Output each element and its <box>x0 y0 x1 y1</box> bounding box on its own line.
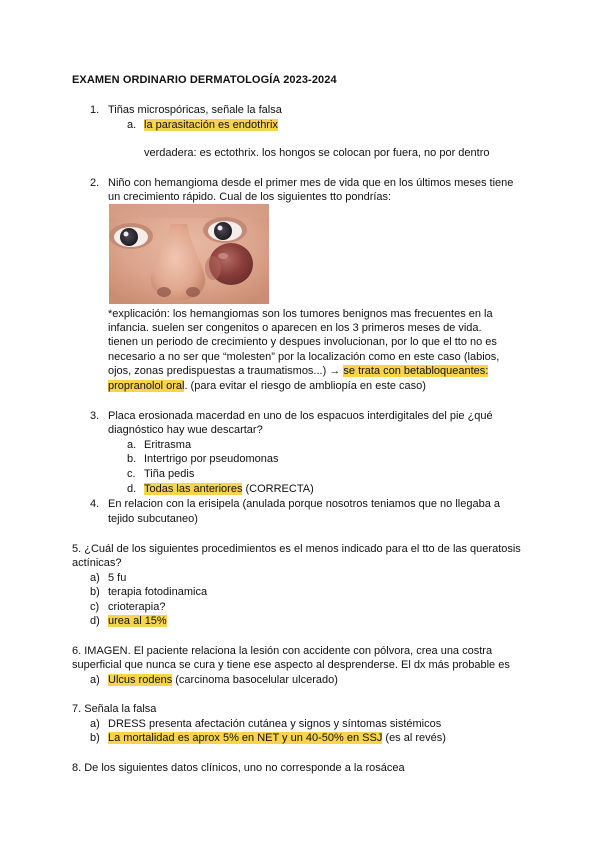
q7-option-b-highlight: La mortalidad es aprox 5% en NET y un 40-50% en SSJ <box>108 732 383 744</box>
q3-option-b-letter: b. <box>127 453 137 465</box>
q6-line-1: 6. IMAGEN. El paciente relaciona la lesión con accidente con pólvora, crea una costra <box>72 645 493 657</box>
q5-option-b-letter: b) <box>90 586 100 598</box>
q5-option-d-letter: d) <box>90 615 100 627</box>
q5-option-a: 5 fu <box>108 572 127 584</box>
q3-option-a: Eritrasma <box>144 439 192 451</box>
q2-explanation-3: tienen un periodo de crecimiento y despues involucionan, por lo que el tto no es <box>108 336 497 348</box>
q3-option-d-letter: d. <box>127 483 137 495</box>
q1-option-a-letter: a. <box>127 119 137 131</box>
q8-line-1: 8. De los siguientes datos clínicos, uno no corresponde a la rosácea <box>72 762 405 774</box>
q2-line-1: Niño con hemangioma desde el primer mes de vida que en los últimos meses tiene <box>108 177 514 189</box>
q4-line-1: En relacion con la erisipela (anulada porque nosotros teniamos que no llegaba a <box>108 498 500 510</box>
q7-option-b-detail: (es al revés) <box>382 732 446 744</box>
q3-option-c: Tiña pedis <box>144 468 195 480</box>
q6-option-a-letter: a) <box>90 674 100 686</box>
q5-option-c-letter: c) <box>90 601 100 613</box>
q5-option-b: terapia fotodinamica <box>108 586 208 598</box>
q1-note: verdadera: es ectothrix. los hongos se colocan por fuera, no por dentro <box>144 147 490 159</box>
q7-option-b-letter: b) <box>90 732 100 744</box>
q4-number: 4. <box>90 498 100 510</box>
q1-text: Tiñas microspóricas, señale la falsa <box>108 104 282 116</box>
q3-option-d-correct: (CORRECTA) <box>242 483 314 495</box>
q3-option-d-highlight: Todas las anteriores <box>144 483 243 495</box>
q2-propranolol-highlight: propranolol oral <box>108 380 185 392</box>
q2-line-2: un crecimiento rápido. Cual de los siguientes tto pondrías: <box>108 191 392 203</box>
q2-explanation-5: ojos, zonas predispuestas a traumatismos...) → <box>108 365 344 377</box>
q6-option-a-highlight: Ulcus rodens <box>108 674 173 686</box>
q1-option-a-highlight: la parasitación es endothrix <box>144 119 278 131</box>
q5-option-a-letter: a) <box>90 572 100 584</box>
q3-line-1: Placa erosionada macerdad en uno de los espacuos interdigitales del pie ¿qué <box>108 410 493 422</box>
q2-treatment-highlight: se trata con betabloqueantes: <box>343 365 489 377</box>
q5-line-1: 5. ¿Cuál de los siguientes procedimientos es el menos indicado para el tto de las queratosis <box>72 543 521 555</box>
q3-option-c-letter: c. <box>127 468 136 480</box>
q2-explanation-4: necesario a no ser que “molesten” por la localización como en este caso (labios, <box>108 351 500 363</box>
q5-option-d-highlight: urea al 15% <box>108 615 167 627</box>
q4-line-2: tejido subcutaneo) <box>108 513 198 525</box>
q7-line-1: 7. Señala la falsa <box>72 703 157 715</box>
q1-number: 1. <box>90 104 100 116</box>
exam-title: EXAMEN ORDINARIO DERMATOLOGÍA 2023-2024 <box>72 74 337 86</box>
q7-option-a-letter: a) <box>90 718 100 730</box>
q3-option-b: Intertrigo por pseudomonas <box>144 453 279 465</box>
q2-explanation-2: infancia. suelen ser congenitos o aparecen en los 3 primeros meses de vida. <box>108 322 482 334</box>
q2-explanation-1: *explicación: los hemangiomas son los tumores benignos mas frecuentes en la <box>108 308 493 320</box>
q6-line-2: superficial que nunca se cura y tiene ese aspecto al desprenderse. El dx más probable es <box>72 659 510 671</box>
q3-number: 3. <box>90 410 100 422</box>
q3-option-a-letter: a. <box>127 439 137 451</box>
q5-line-2: actínicas? <box>72 557 122 569</box>
q2-number: 2. <box>90 177 100 189</box>
q6-option-a-detail: (carcinoma basocelular ulcerado) <box>172 674 338 686</box>
q7-option-a: DRESS presenta afectación cutánea y signos y síntomas sistémicos <box>108 718 442 730</box>
q3-line-2: diagnóstico hay wue descartar? <box>108 424 263 436</box>
hemangioma-photo <box>109 204 269 304</box>
q2-explanation-6: . (para evitar el riesgo de ambliopía en este caso) <box>184 380 426 392</box>
q5-option-c: crioterapia? <box>108 601 166 613</box>
